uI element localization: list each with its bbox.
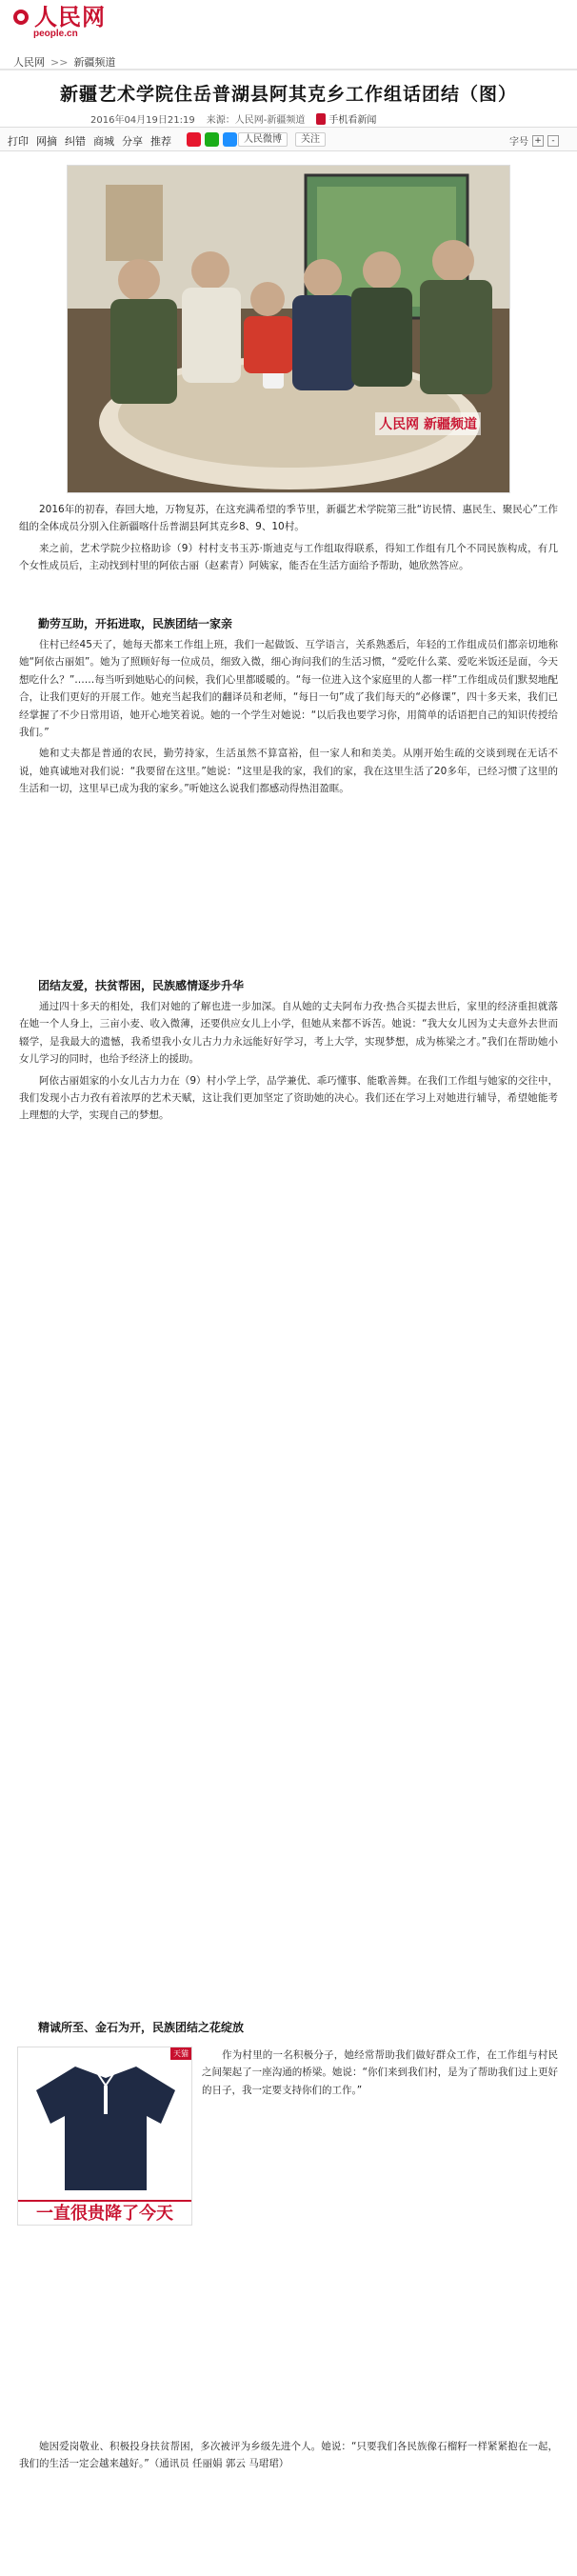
wechat-icon[interactable] <box>205 132 219 147</box>
mobile-link[interactable] <box>316 111 376 126</box>
people-weibo-button[interactable]: 人民微博 <box>238 132 288 147</box>
intro-paragraph-2: 来之前，艺术学院少拉格助诊（9）村村支书玉苏·斯迪克与工作组取得联系，得知工作组有几个不同民族构成，有几个女性成员后，主动找到村里的阿依古丽（赵素青）阿姨家，能否在生活方面给予帮助，她欣然答应。 <box>19 542 558 572</box>
ad-tag: 天猫 <box>170 2047 191 2060</box>
divider <box>0 69 577 70</box>
font-decrease-button[interactable]: - <box>547 135 559 147</box>
breadcrumb-separator: >> <box>50 55 69 69</box>
ad-banner: 一直很贵降了今天 <box>18 2200 191 2225</box>
recommend-label: 推荐 <box>150 135 171 148</box>
follow-button[interactable]: 关注 <box>295 132 326 147</box>
section-1-text <box>19 636 558 802</box>
article-photo <box>67 165 510 493</box>
section-heading-2: 团结友爱，扶贫帮困，民族感情逐步升华 <box>38 979 245 992</box>
photo-illustration <box>68 166 510 493</box>
section-2-paragraph-1: 通过四十多天的相处，我们对她的了解也进一步加深。自从她的丈夫阿布力孜·热合买提去世后，家里的经济重担就落在她一个人身上，三亩小麦、收入微薄，还要供应女儿上小学，但她从来都不诉苦。她说：“我大女儿因为丈夫意外去世而辍学，是我最大的遗憾，我希望我小女儿古力力永远能好好学习，考上大学，实现梦想，成为栋梁之才。”我们在帮助她小女儿学习的同时，也给予经济上的援助。 <box>19 1001 558 1066</box>
section-2-paragraph-2: 阿依古丽姐家的小女儿古力力在（9）村小学上学，品学兼优、乖巧懂事、能歌善舞。在我们工作组与她家的交往中，我们发现小古力孜有着浓厚的艺术天赋，这让我们更加坚定了资助她的决心。我们还在学习上对她进行辅导，希望她能考上理想的大学，实现自己的梦想。 <box>19 1074 558 1122</box>
font-size-label: 字号 <box>509 137 528 148</box>
closing-paragraph: 她因爱岗敬业、积极投身扶贫帮困，多次被评为乡级先进个人。她说：“只要我们各民族像石榴籽一样紧紧抱在一起，我们的生活一定会越来越好。”（通讯员 任丽娟 郭云 马珺珺） <box>19 2441 558 2470</box>
share-icons <box>187 132 237 147</box>
logo-url: people.cn <box>33 29 78 39</box>
mobile-label: 手机看新闻 <box>328 115 377 126</box>
font-size-control <box>509 133 559 148</box>
site-header <box>0 0 577 43</box>
publish-time: 2016年04月19日21:19 <box>90 115 195 126</box>
share-button[interactable]: 分享 <box>122 135 143 148</box>
font-increase-button[interactable]: + <box>532 135 544 147</box>
digest-button[interactable]: 网摘 <box>36 135 57 148</box>
breadcrumb-home[interactable]: 人民网 <box>13 56 45 69</box>
article-title: 新疆艺术学院住岳普湖县阿其克乡工作组话团结（图） <box>59 84 517 105</box>
section-3-paragraph-1: 作为村里的一名积极分子，她经常帮助我们做好群众工作，在工作组与村民之间架起了一座沟通的桥梁。她说：“你们来到我们村，是为了帮助我们过上更好的日子，我一定要支持你们的工作。” <box>202 2049 558 2096</box>
weibo-icon[interactable] <box>187 132 201 147</box>
photo-watermark: 人民网 新疆频道 <box>375 412 481 435</box>
logo-icon <box>13 10 29 25</box>
advertisement[interactable] <box>17 2047 192 2226</box>
intro-text <box>19 501 558 579</box>
breadcrumb <box>13 54 115 70</box>
shirt-image <box>18 2047 192 2200</box>
section-3-text <box>202 2047 558 2099</box>
site-logo[interactable] <box>13 3 106 30</box>
logo-text: 人民网 <box>34 3 106 30</box>
section-heading-3: 精诚所至、金石为开，民族团结之花绽放 <box>38 2021 245 2034</box>
section-1-paragraph-1: 住村已经45天了，她每天都来工作组上班，我们一起做饭、互学语言，关系熟悉后，年轻的工作组成员们都亲切地称她“阿依古丽姐”。她为了照顾好每一位成员，细致入微，细心询问我们的生活习惯，“爱吃什么菜、爱吃米饭还是面，今天想吃什么？”……每当听到她贴心的问候，我们心里都暖暖的。“每一位进入这个家庭里的人都一样”工作组成员们默契地配合，让我们更好的开展工作。她充当起我们的翻译员和老师，“每日一句”成了我们每天的“必修课”，四十多天来，我们已经掌握了不少日常用语，她开心地笑着说。她的一个学生对她说：“以后我也要学习你，用简单的话语把自己的知识传授给我们。” <box>19 639 558 739</box>
section-2-text <box>19 998 558 1128</box>
section-heading-1: 勤劳互助，开拓进取，民族团结一家亲 <box>38 617 233 630</box>
article-toolbar <box>0 127 577 151</box>
error-report-button[interactable]: 纠错 <box>65 135 86 148</box>
breadcrumb-channel[interactable]: 新疆频道 <box>73 56 116 69</box>
qzone-icon[interactable] <box>223 132 237 147</box>
closing-text <box>19 2438 558 2477</box>
intro-paragraph-1: 2016年的初春，春回大地，万物复苏，在这充满希望的季节里，新疆艺术学院第三批“访民情、惠民生、聚民心”工作组的全体成员分别入住新疆喀什岳普湖县阿其克乡8、9、10村。 <box>19 504 558 533</box>
article-source[interactable]: 来源：人民网-新疆频道 <box>206 115 306 126</box>
article-meta <box>90 111 376 126</box>
store-button[interactable]: 商城 <box>93 135 114 148</box>
phone-icon <box>316 113 326 125</box>
section-1-paragraph-2: 她和丈夫都是普通的农民，勤劳持家，生活虽然不算富裕，但一家人和和美美。从刚开始生疏的交谈到现在无话不说，她真诚地对我们说：“我要留在这里。”她说：“这里是我的家，我们的家，我在这里生活了20多年，已经习惯了这里的生活和一切，这里早已成为我的家乡。”听她这么说我们都感动得热泪盈眶。 <box>19 748 558 795</box>
print-button[interactable]: 打印 <box>8 135 29 148</box>
